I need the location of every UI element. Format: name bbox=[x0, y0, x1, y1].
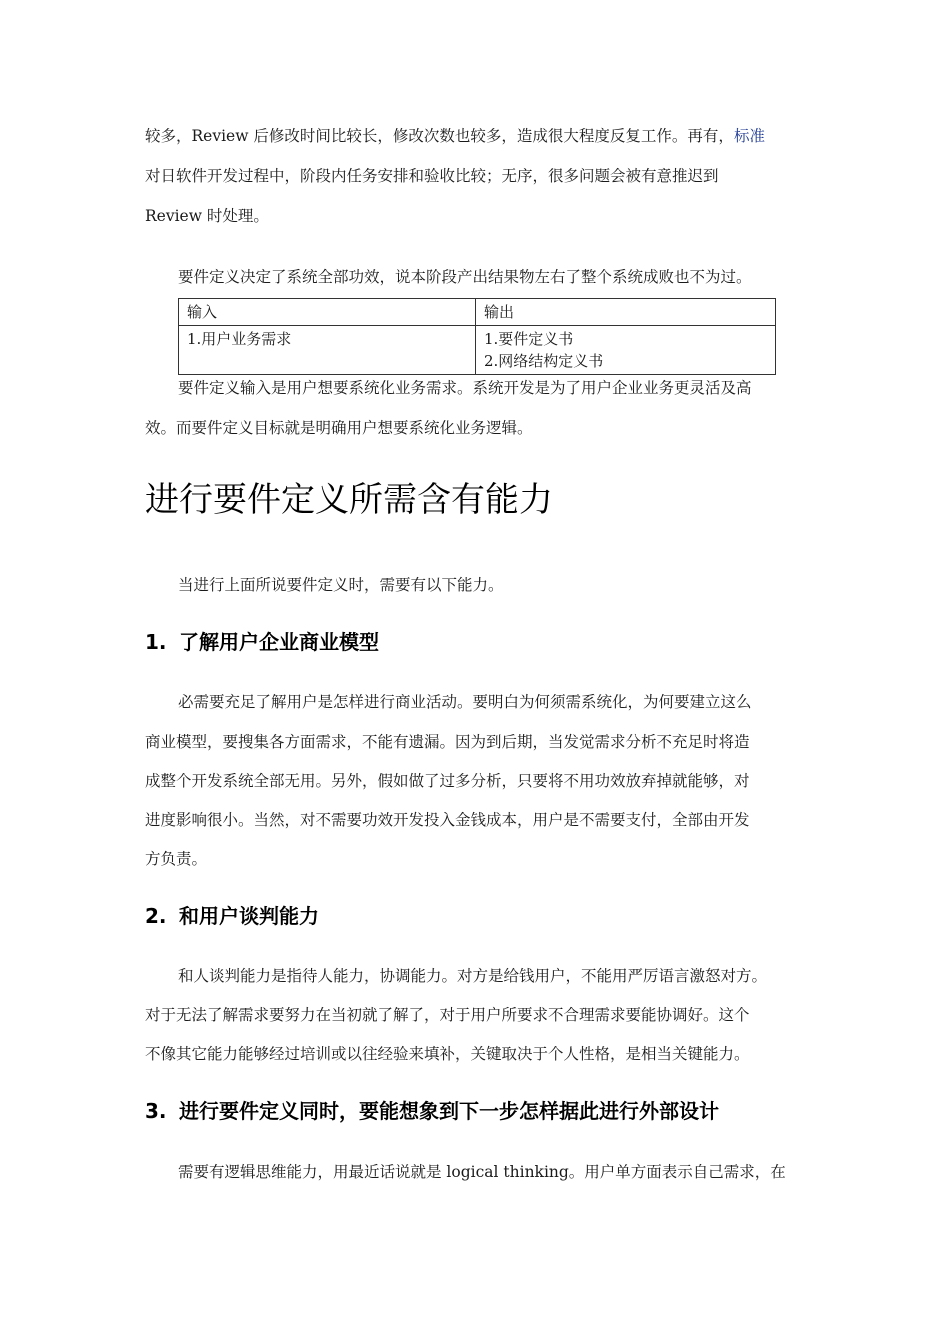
table-cell-input: 1.用户业务需求 bbox=[179, 326, 476, 375]
table-row bbox=[179, 326, 776, 375]
body-line: 进度影响很小。当然，对不需要功效开发投入金钱成本，用户是不需要支付，全部由开发 bbox=[145, 811, 750, 829]
body-line: Review 时处理。 bbox=[145, 207, 269, 225]
subheading-3 bbox=[145, 1097, 719, 1125]
io-table bbox=[178, 298, 776, 375]
body-line: 需要有逻辑思维能力，用最近话说就是 logical thinking。用户单方面表示自己需求，在 bbox=[178, 1163, 786, 1181]
body-line: 方负责。 bbox=[145, 850, 208, 868]
body-paragraph: 要件定义决定了系统全部功效，说本阶段产出结果物左右了整个系统成败也不为过。 bbox=[178, 268, 752, 286]
table-header-input: 输入 bbox=[179, 299, 476, 326]
table-header-output: 输出 bbox=[476, 299, 776, 326]
body-line: 要件定义输入是用户想要系统化业务需求。系统开发是为了用户企业业务更灵活及高 bbox=[178, 379, 752, 397]
body-line: 和人谈判能力是指待人能力，协调能力。对方是给钱用户，不能用严厉语言激怒对方。 bbox=[178, 967, 768, 985]
output-item: 1.要件定义书 bbox=[484, 330, 574, 348]
body-line: 不像其它能力能够经过培训或以往经验来填补，关键取决于个人性格，是相当关键能力。 bbox=[145, 1045, 750, 1063]
table-header-row bbox=[179, 299, 776, 326]
subheading-number: 1. bbox=[145, 630, 167, 654]
section-heading: 进行要件定义所需含有能力 bbox=[145, 480, 553, 520]
standard-link[interactable]: 标准 bbox=[733, 127, 765, 145]
body-line: 必需要充足了解用户是怎样进行商业活动。要明白为何须需系统化，为何要建立这么 bbox=[178, 693, 752, 711]
subheading-number: 3. bbox=[145, 1099, 167, 1123]
body-line: 对于无法了解需求要努力在当初就了解了，对于用户所要求不合理需求要能协调好。这个 bbox=[145, 1006, 750, 1024]
output-item: 2.网络结构定义书 bbox=[484, 352, 604, 370]
section-intro: 当进行上面所说要件定义时，需要有以下能力。 bbox=[178, 576, 504, 594]
subheading-2 bbox=[145, 902, 319, 930]
subheading-title: 进行要件定义同时，要能想象到下一步怎样据此进行外部设计 bbox=[179, 1099, 719, 1123]
subheading-number: 2. bbox=[145, 904, 167, 928]
body-line: 商业模型，要搜集各方面需求，不能有遗漏。因为到后期，当发觉需求分析不充足时将造 bbox=[145, 733, 750, 751]
body-line: 成整个开发系统全部无用。另外，假如做了过多分析，只要将不用功效放弃掉就能够，对 bbox=[145, 772, 750, 790]
body-line bbox=[145, 126, 765, 146]
subheading-1 bbox=[145, 628, 379, 656]
body-line: 效。而要件定义目标就是明确用户想要系统化业务逻辑。 bbox=[145, 419, 533, 437]
table-cell-output bbox=[476, 326, 776, 375]
body-text: 较多，Review 后修改时间比较长，修改次数也较多，造成很大程度反复工作。再有， bbox=[145, 127, 734, 145]
body-line: 对日软件开发过程中，阶段内任务安排和验收比较；无序，很多问题会被有意推迟到 bbox=[145, 167, 719, 185]
subheading-title: 了解用户企业商业模型 bbox=[179, 630, 379, 654]
subheading-title: 和用户谈判能力 bbox=[179, 904, 319, 928]
